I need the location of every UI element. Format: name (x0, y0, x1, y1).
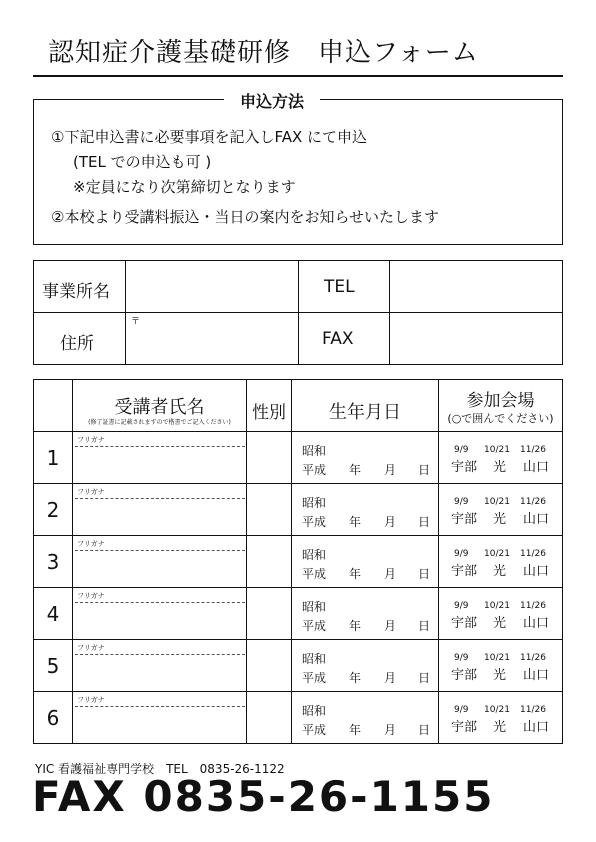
venue-date-1: 9/9 (454, 705, 469, 715)
venue-header-note: (○で囲んでください) (447, 412, 554, 425)
venue-yamaguchi[interactable]: 山口 (523, 616, 550, 631)
participant-name-field[interactable] (73, 603, 246, 639)
era-heisei: 平成 (302, 567, 327, 581)
day-label: 日 (418, 671, 431, 685)
gender-field[interactable] (247, 432, 291, 483)
venue-ube[interactable]: 宇部 (451, 512, 478, 527)
venue-ube[interactable]: 宇部 (451, 668, 478, 683)
month-label: 月 (384, 671, 397, 685)
month-label: 月 (384, 515, 397, 529)
year-label: 年 (349, 671, 362, 685)
era-showa: 昭和 (302, 548, 327, 562)
day-label: 日 (418, 723, 431, 737)
venue-date-1: 9/9 (454, 601, 469, 611)
birthdate-header: 生年月日 (329, 402, 401, 423)
method-line-3: ※定員になり次第締切となります (73, 178, 296, 196)
month-label: 月 (384, 619, 397, 633)
school-contact-line: YIC 看護福祉専門学校 TEL 0835-26-1122 (35, 762, 285, 776)
business-info-table (33, 260, 563, 365)
era-heisei: 平成 (302, 463, 327, 477)
participant-row (34, 536, 562, 588)
fax-number-large: FAX 0835-26-1155 (32, 772, 495, 821)
participant-name-field[interactable] (73, 551, 246, 587)
venue-yamaguchi[interactable]: 山口 (523, 668, 550, 683)
venue-yamaguchi[interactable]: 山口 (523, 460, 550, 475)
venue-date-2: 10/21 (484, 601, 510, 611)
participant-name-field[interactable] (73, 499, 246, 535)
participant-name-field[interactable] (73, 655, 246, 691)
participant-name-field[interactable] (73, 707, 246, 743)
title-underline (33, 75, 563, 77)
venue-date-1: 9/9 (454, 653, 469, 663)
venue-date-3: 11/26 (520, 705, 546, 715)
venue-hikari[interactable]: 光 (493, 616, 507, 631)
venue-date-1: 9/9 (454, 549, 469, 559)
venue-yamaguchi[interactable]: 山口 (523, 564, 550, 579)
era-heisei: 平成 (302, 515, 327, 529)
furigana-label: フリガナ (77, 644, 105, 652)
furigana-label: フリガナ (77, 592, 105, 600)
venue-yamaguchi[interactable]: 山口 (523, 720, 550, 735)
name-header-note: (修了証書に記載されますので楷書でご記入ください) (88, 419, 231, 426)
venue-hikari[interactable]: 光 (493, 460, 507, 475)
participant-name-field[interactable] (73, 447, 246, 483)
venue-ube[interactable]: 宇部 (451, 616, 478, 631)
furigana-label: フリガナ (77, 696, 105, 704)
method-heading: 申込方法 (224, 89, 320, 112)
gender-field[interactable] (247, 692, 291, 743)
application-method-box (33, 99, 563, 245)
address-field[interactable] (126, 313, 298, 364)
venue-hikari[interactable]: 光 (493, 564, 507, 579)
venue-date-3: 11/26 (520, 549, 546, 559)
venue-date-3: 11/26 (520, 497, 546, 507)
participant-row (34, 588, 562, 640)
business-name-field[interactable] (126, 261, 298, 312)
gender-field[interactable] (247, 536, 291, 587)
method-line-4: ②本校より受講料振込・当日の案内をお知らせいたします (51, 208, 439, 226)
row-number: 1 (46, 446, 60, 470)
year-label: 年 (349, 463, 362, 477)
address-label: 住所 (60, 334, 94, 354)
participant-row (34, 640, 562, 692)
postal-mark: 〒 (131, 317, 141, 327)
venue-header: 参加会場 (466, 391, 535, 411)
row-number: 6 (46, 706, 60, 730)
row-number: 2 (46, 498, 60, 522)
venue-date-2: 10/21 (484, 705, 510, 715)
furigana-label: フリガナ (77, 488, 105, 496)
venue-ube[interactable]: 宇部 (451, 564, 478, 579)
row-number: 5 (46, 654, 60, 678)
tel-field[interactable] (390, 261, 562, 312)
month-label: 月 (384, 567, 397, 581)
month-label: 月 (384, 463, 397, 477)
gender-header: 性別 (252, 403, 286, 423)
row-number: 4 (46, 602, 60, 626)
business-name-label: 事業所名 (42, 282, 110, 302)
gender-field[interactable] (247, 640, 291, 691)
year-label: 年 (349, 515, 362, 529)
furigana-label: フリガナ (77, 540, 105, 548)
year-label: 年 (349, 723, 362, 737)
venue-hikari[interactable]: 光 (493, 720, 507, 735)
year-label: 年 (349, 619, 362, 633)
era-showa: 昭和 (302, 444, 327, 458)
gender-field[interactable] (247, 588, 291, 639)
page-title: 認知症介護基礎研修 申込フォーム (48, 38, 479, 68)
venue-date-3: 11/26 (520, 445, 546, 455)
venue-ube[interactable]: 宇部 (451, 720, 478, 735)
participant-row (34, 432, 562, 484)
method-line-1: ①下記申込書に必要事項を記入しFAX にて申込 (51, 128, 368, 146)
fax-label: FAX (322, 329, 354, 349)
era-heisei: 平成 (302, 723, 327, 737)
venue-date-2: 10/21 (484, 445, 510, 455)
day-label: 日 (418, 515, 431, 529)
name-header: 受講者氏名 (114, 397, 205, 418)
venue-hikari[interactable]: 光 (493, 512, 507, 527)
era-showa: 昭和 (302, 600, 327, 614)
furigana-label: フリガナ (77, 436, 105, 444)
day-label: 日 (418, 463, 431, 477)
month-label: 月 (384, 723, 397, 737)
era-showa: 昭和 (302, 652, 327, 666)
era-showa: 昭和 (302, 704, 327, 718)
venue-yamaguchi[interactable]: 山口 (523, 512, 550, 527)
participant-row (34, 484, 562, 536)
venue-date-3: 11/26 (520, 653, 546, 663)
gender-field[interactable] (247, 484, 291, 535)
day-label: 日 (418, 619, 431, 633)
venue-date-2: 10/21 (484, 549, 510, 559)
era-heisei: 平成 (302, 619, 327, 633)
venue-ube[interactable]: 宇部 (451, 460, 478, 475)
participant-table (33, 379, 563, 744)
venue-date-2: 10/21 (484, 653, 510, 663)
venue-date-1: 9/9 (454, 497, 469, 507)
year-label: 年 (349, 567, 362, 581)
fax-field[interactable] (390, 313, 562, 364)
tel-label: TEL (324, 277, 355, 297)
era-showa: 昭和 (302, 496, 327, 510)
participant-row (34, 692, 562, 744)
row-number: 3 (46, 550, 60, 574)
day-label: 日 (418, 567, 431, 581)
venue-date-3: 11/26 (520, 601, 546, 611)
venue-hikari[interactable]: 光 (493, 668, 507, 683)
era-heisei: 平成 (302, 671, 327, 685)
venue-date-2: 10/21 (484, 497, 510, 507)
method-line-2: (TEL での申込も可 ) (73, 153, 212, 171)
venue-date-1: 9/9 (454, 445, 469, 455)
